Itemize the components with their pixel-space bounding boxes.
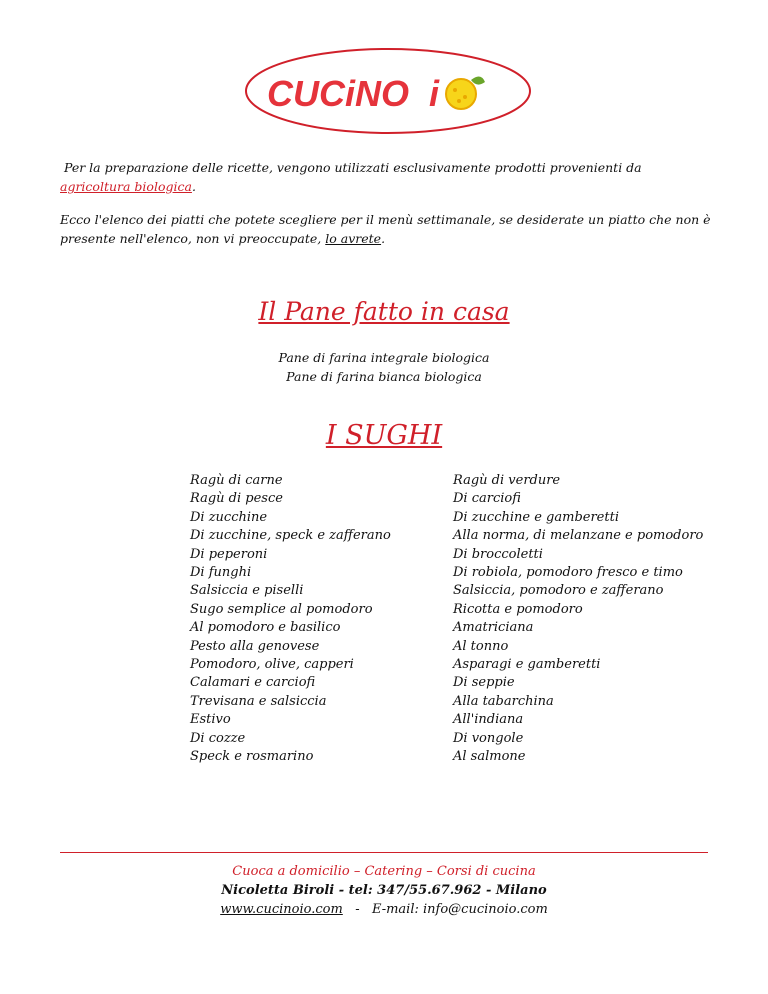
sugo-item: Di seppie (453, 675, 515, 691)
sugo-item: Di cozze (190, 730, 246, 746)
sugo-item: Salsiccia e piselli (190, 583, 304, 599)
sughi-right-column (453, 472, 703, 767)
sugo-item: Trevisana e salsiccia (190, 693, 327, 709)
pane-heading: Il Pane fatto in casa (258, 297, 510, 326)
sugo-item: Pesto alla genovese (190, 638, 320, 654)
pane-item: Pane di farina integrale biologica (278, 350, 490, 365)
pane-item: Pane di farina bianca biologica (286, 369, 482, 384)
sugo-item: Ragù di verdure (453, 473, 561, 488)
intro-text-1: Per la preparazione delle ricette, vengono utilizzati esclusivamente prodotti provenienti da (63, 160, 642, 175)
sugo-item: Di zucchine (190, 509, 268, 525)
sugo-item: Al tonno (453, 638, 509, 654)
intro-text-2: Ecco l'elenco dei piatti che potete scegliere per il menù settimanale, se desiderate un piatto che non è presente nell'elenco, non vi preoccupate, (60, 212, 711, 246)
footer-links (0, 900, 768, 919)
sugo-item: Asparagi e gamberetti (453, 657, 601, 673)
organic-agriculture-link[interactable]: agricoltura biologica (60, 179, 192, 194)
sugo-item: Calamari e carciofi (190, 675, 316, 691)
sugo-item: Di zucchine e gamberetti (453, 509, 619, 525)
svg-text:CUCiNO: CUCiNO (267, 73, 409, 114)
sugo-item: Di zucchine, speck e zafferano (190, 528, 391, 544)
sugo-item: Di carciofi (453, 491, 521, 507)
sugo-item: Di robiola, pomodoro fresco e timo (453, 565, 683, 581)
sughi-heading: I SUGHI (325, 420, 443, 451)
sugo-item: Ragù di pesce (190, 491, 283, 507)
sugo-item: Di vongole (453, 730, 524, 746)
intro-period-2: . (381, 231, 386, 246)
footer-contact: Nicoletta Biroli - tel: 347/55.67.962 - Milano (221, 883, 547, 898)
intro-paragraph-2 (60, 210, 720, 248)
intro-period-1: . (191, 179, 196, 194)
email-text: E-mail: info@cucinoio.com (371, 902, 548, 917)
cucino-io-logo (243, 44, 533, 136)
sugo-item: Al pomodoro e basilico (190, 620, 341, 636)
lo-avrete-text: lo avrete (325, 231, 382, 246)
sugo-item: Amatriciana (453, 620, 534, 636)
sugo-item: Speck e rosmarino (190, 749, 314, 765)
sugo-item: Salsiccia, pomodoro e zafferano (453, 583, 664, 599)
sugo-item: Di peperoni (190, 546, 268, 562)
footer-separator: - (342, 902, 372, 917)
intro-paragraph-1 (60, 158, 720, 196)
sugo-item: All'indiana (453, 712, 524, 728)
website-link[interactable]: www.cucinoio.com (220, 902, 343, 917)
svg-text:i: i (429, 73, 440, 114)
sugo-item: Alla tabarchina (453, 693, 554, 709)
sugo-item: Di funghi (190, 565, 252, 581)
footer-divider (60, 852, 708, 853)
sugo-item: Sugo semplice al pomodoro (190, 601, 373, 617)
sugo-item: Pomodoro, olive, capperi (190, 657, 354, 673)
sugo-item: Di broccoletti (453, 546, 543, 562)
sugo-item: Ricotta e pomodoro (453, 601, 583, 617)
sugo-item: Ragù di carne (190, 473, 283, 488)
sugo-item: Estivo (190, 712, 231, 728)
pane-list (0, 348, 768, 386)
sughi-left-column (190, 472, 391, 767)
sugo-item: Alla norma, di melanzane e pomodoro (453, 528, 704, 544)
footer-services: Cuoca a domicilio – Catering – Corsi di cucina (232, 864, 536, 879)
sugo-item: Al salmone (453, 749, 526, 765)
